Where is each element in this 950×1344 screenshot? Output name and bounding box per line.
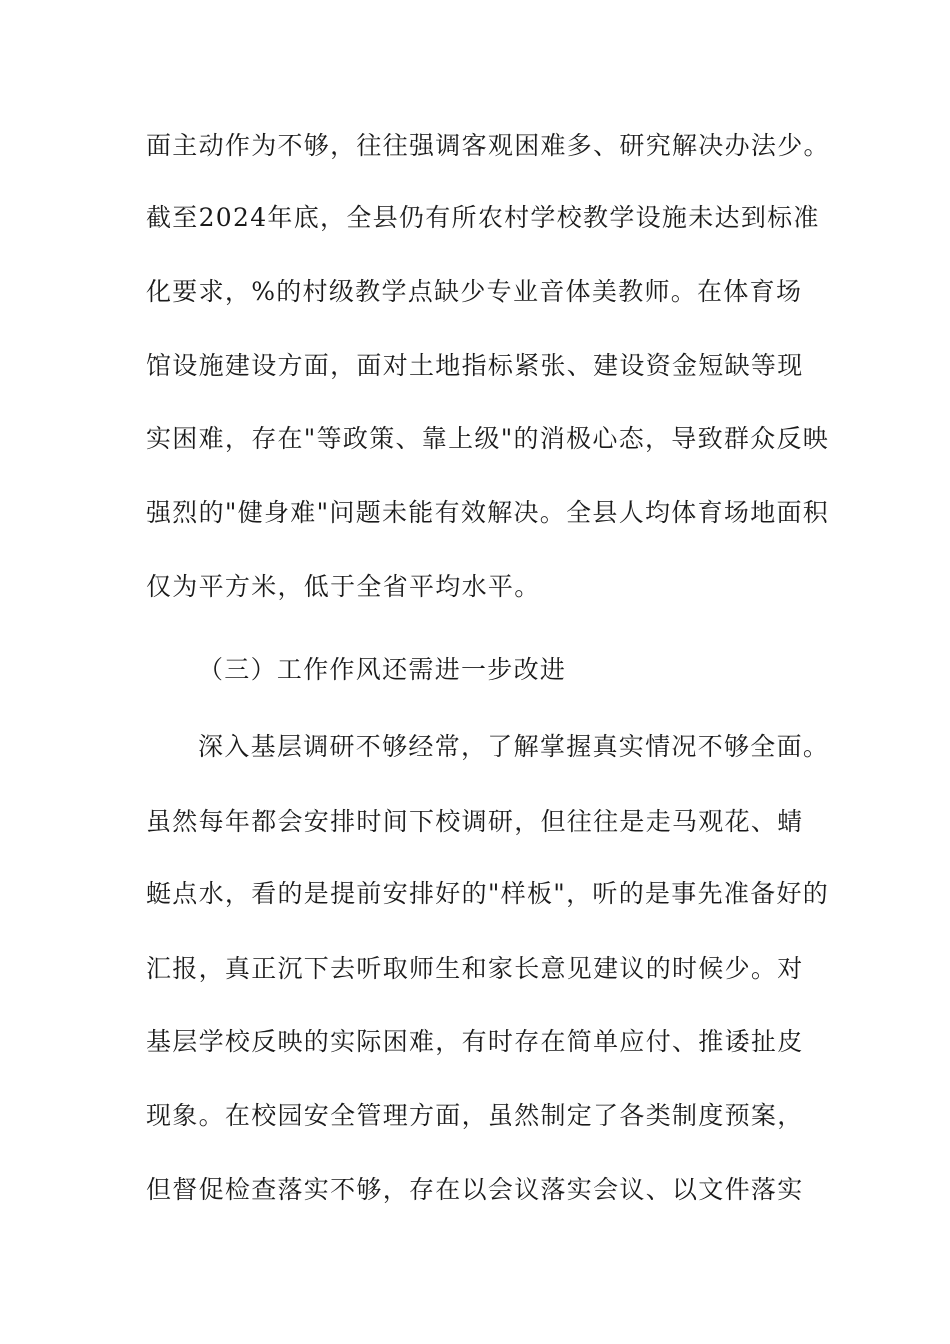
paragraph-line-4: 馆设施建设方面，面对土地指标紧张、建设资金短缺等现 [146,351,804,380]
paragraph-line-5: 实困难，存在"等政策、靠上级"的消极心态，导致群众反映 [146,424,830,453]
paragraph-line-10: 蜓点水，看的是提前安排好的"样板"，听的是事先准备好的 [146,879,830,908]
paragraph-line-13: 现象。在校园安全管理方面，虽然制定了各类制度预案， [146,1101,804,1130]
paragraph-line-1: 面主动作为不够，往往强调客观困难多、研究解决办法少。 [146,131,830,160]
paragraph-line-7: 仅为平方米，低于全省平均水平。 [146,572,541,601]
paragraph-line-11: 汇报，真正沉下去听取师生和家长意见建议的时候少。对 [146,954,804,983]
paragraph-line-6: 强烈的"健身难"问题未能有效解决。全县人均体育场地面积 [146,498,830,527]
paragraph-line-9: 虽然每年都会安排时间下校调研，但往往是走马观花、蜻 [146,807,804,836]
paragraph-line-8: 深入基层调研不够经常，了解掌握真实情况不够全面。 [198,732,830,761]
paragraph-line-12: 基层学校反映的实际困难，有时存在简单应付、推诿扯皮 [146,1027,804,1056]
section-heading: （三）工作作风还需进一步改进 [198,655,567,684]
paragraph-line-3: 化要求，%的村级教学点缺少专业音体美教师。在体育场 [146,277,803,306]
paragraph-line-14: 但督促检查落实不够，存在以会议落实会议、以文件落实 [146,1175,804,1204]
paragraph-line-2: 截至2024年底，全县仍有所农村学校教学设施未达到标准 [146,203,820,232]
